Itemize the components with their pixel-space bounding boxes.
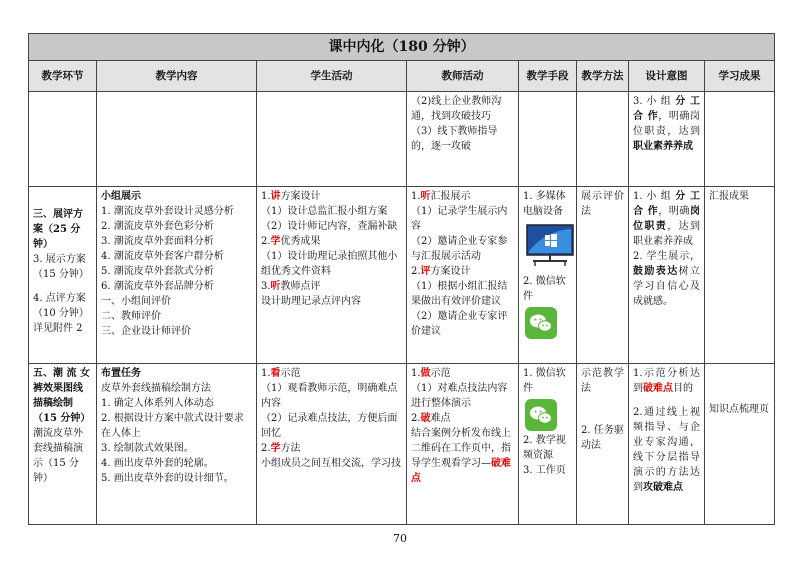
content-item: 6. 潮流皮草外套品牌分析 — [101, 281, 214, 292]
row3-stage — [29, 364, 97, 525]
content-item: 4. 画出皮草外套的轮廓。 — [101, 458, 214, 469]
header-content: 教学内容 — [97, 61, 257, 92]
row1-means — [519, 92, 577, 187]
content-item: 5. 画出皮草外套的设计细节。 — [101, 473, 234, 484]
content-item: 2. 根据设计方案中款式设计要求在人体上 — [101, 413, 244, 439]
row1-teacher-line: （2)线上企业教师沟通，找到攻破技巧 — [411, 96, 502, 122]
lesson-plan-table — [28, 33, 775, 525]
stage-line: 4. 点评方案（10 分钟）详见附件 2 — [33, 293, 89, 334]
content-item: 三、企业设计师评价 — [101, 326, 191, 337]
content-item: 3. 绘制款式效果图。 — [101, 443, 194, 454]
means-item: 2. 教学视频资源 — [523, 435, 566, 461]
content-title: 小组展示 — [101, 191, 141, 202]
stage-line: 3. 展示方案（15 分钟） — [33, 254, 89, 280]
table-row — [29, 92, 775, 187]
row3-method: 示范教学法 2. 任务驱动法 — [577, 364, 629, 525]
row2-content — [97, 187, 257, 364]
content-item: 5. 潮流皮草外套款式分析 — [101, 266, 214, 277]
wechat-icon — [525, 307, 557, 339]
means-item: 3. 工作页 — [523, 465, 566, 476]
header-method: 教学方法 — [577, 61, 629, 92]
content-item: 二、教师评价 — [101, 311, 161, 322]
means-item: 1. 微信软件 — [523, 368, 566, 394]
table-row — [29, 187, 775, 364]
row1-teacher — [407, 92, 519, 187]
row2-outcome: 汇报成果 — [705, 187, 775, 364]
content-title: 布置任务 — [101, 368, 141, 379]
means-item: 2. 微信软件 — [523, 276, 566, 302]
row1-intent: 3. 小 组 分 工 合 作，明确岗位职责，达到职业素养养成 — [629, 92, 705, 187]
row3-means — [519, 364, 577, 525]
header-intent: 设计意图 — [629, 61, 705, 92]
header-student-activity: 学生活动 — [257, 61, 407, 92]
row3-outcome: 知识点梳理页 — [705, 364, 775, 525]
row3-student: 1.看示范 （1）观看教师示范，明确难点内容 （2）记录难点技法，方便后面回忆 2.学方法 小组成员之间互相交流，学习技 — [257, 364, 407, 525]
header-means: 教学手段 — [519, 61, 577, 92]
stage-title: 五、潮 流 女裤效果图线描稿绘制（15 分钟） — [33, 368, 91, 424]
row2-stage — [29, 187, 97, 364]
content-item: 4. 潮流皮草外套客户群分析 — [101, 251, 224, 262]
page-number: 70 — [393, 532, 407, 545]
content-item: 1. 确定人体系列人体动态 — [101, 398, 214, 409]
table-title: 课中内化（180 分钟） — [29, 34, 775, 61]
row1-content — [97, 92, 257, 187]
row3-content: 布置任务 皮草外套线描稿绘制方法 1. 确定人体系列人体动态 2. 根据设计方案中款式设计要求在人体上 3. 绘制款式效果图。 4. 画出皮草外套的轮廓。 5. 画出皮草外套的设计细节。 — [97, 364, 257, 525]
row2-means — [519, 187, 577, 364]
row2-student: 1.讲方案设计 （1）设计总监汇报小组方案 （2）设计师记内容，查漏补缺 2.学优秀成果 （1）设计助理记录拍照其他小组优秀文件资料 3.听教师点评 设计助理记录点评内容 — [257, 187, 407, 364]
content-item: 一、小组间评价 — [101, 296, 171, 307]
row1-student — [257, 92, 407, 187]
row3-teacher: 1.做示范 （1）对难点技法内容进行整体演示 2.破难点 结合案例分析发布线上二维码在工作页中，指导学生观看学习—破难点 — [407, 364, 519, 525]
monitor-icon — [525, 223, 575, 267]
row1-method — [577, 92, 629, 187]
row2-teacher: 1.听汇报展示 （1）记录学生展示内容 （2）邀请企业专家参与汇报展示活动 2.评方案设计 （1）根据小组汇报结果做出有效评价建议 （2）邀请企业专家评价建议 — [407, 187, 519, 364]
content-item: 1. 潮流皮草外套设计灵感分析 — [101, 206, 234, 217]
header-stage: 教学环节 — [29, 61, 97, 92]
header-outcome: 学习成果 — [705, 61, 775, 92]
row1-teacher-line: （3）线下教师指导的，逐一攻破 — [411, 126, 498, 152]
table-row — [29, 364, 775, 525]
means-item: 1. 多媒体电脑设备 — [523, 191, 566, 217]
row1-stage — [29, 92, 97, 187]
content-item: 3. 潮流皮草外套面料分析 — [101, 236, 214, 247]
content-item: 2. 潮流皮草外套色彩分析 — [101, 221, 214, 232]
wechat-icon — [525, 399, 557, 431]
stage-line: 潮流皮草外套线描稿演示（15 分钟） — [33, 428, 83, 484]
row3-intent: 1.示范分析达到破难点目的 2.通过线上视频指导、与企业专家沟通，线下分层指导演示的方法达到攻破难点 — [629, 364, 705, 525]
header-teacher-activity: 教师活动 — [407, 61, 519, 92]
row2-intent: 1. 小 组 分 工 合 作，明确岗位职责，达到职业素养养成 2. 学生展示，鼓励表达树立学习自信心及成就感。 — [629, 187, 705, 364]
stage-title: 三、展评方案（25 分钟） — [33, 209, 83, 250]
row1-outcome — [705, 92, 775, 187]
row2-method: 展示评价法 — [577, 187, 629, 364]
